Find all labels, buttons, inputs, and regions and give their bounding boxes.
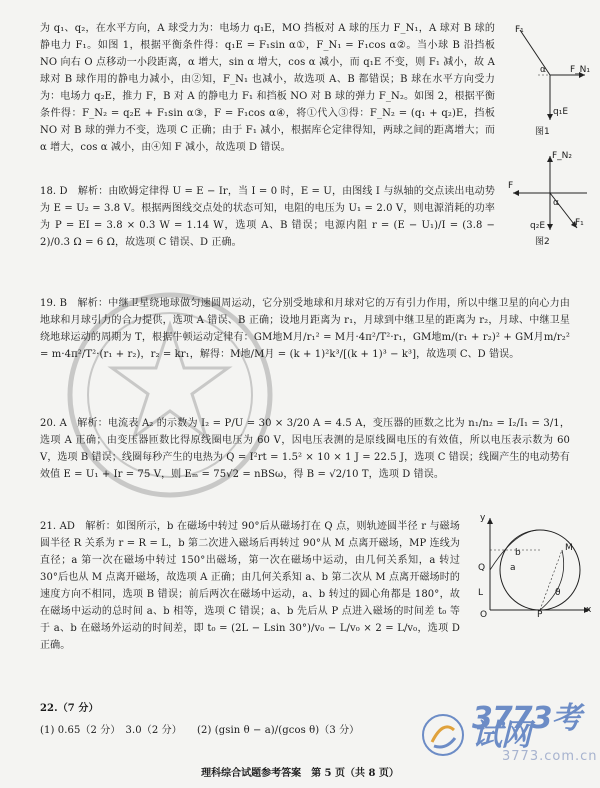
fig2-label-f: F [508, 181, 514, 191]
question-22-answers: (1) 0.65（2 分） 3.0（2 分） (2) (gsin θ − a)/(gcos θ)（3 分） [40, 725, 360, 736]
question-22-title: 22.（7 分） [40, 703, 99, 714]
fig1-label-alpha: α [540, 65, 546, 75]
figure-1-caption: 图1 [535, 127, 550, 137]
paragraph-q17-continued: 为 q₁、q₂，在水平方向，A 球受力为：电场力 q₁E，MO 挡板对 A 球的压力 F_N₁，A 球对 B 球的静电力 F₁。如图 1，根据平衡条件得：q₁E = F₁sin α①，F_N₁ = F₁cos α②。当小球 B 沿挡板 NO 向右 O 点移动一小段距离，α 增大，sin α 增大，cos α 减小，而 q₁E 不变，则 F₁ 减小，故 A 球对 B 球作用的静电力减小，由②知，F_N₁ 也减小，故选项 A、B 都错误；B 球在水平方向受力为：电场力 q₂E，推力 F，B 对 A 的静电力 F₁ 和挡板 NO 对 B 球的弹力 F_N₂。如图 2，根据平衡条件得：F_N₂ = q₂E + F₁sin α③，F = F₁cos α④，将①代入③得：F_N₂ = (q₁ + q₂)E，挡板 NO 对 B 球的弹力不变，选项 C 正确；由于 F₁ 减小，根据库仑定律得知，两球之间的距离增大；而 α 增大，cos α 减小，由④知 F 减小，故选项 D 错误。 [40, 23, 495, 153]
fig3-label-q: Q [478, 563, 486, 573]
site-watermark [420, 701, 598, 770]
fig3-label-theta: θ [555, 588, 561, 598]
fig3-label-b: b [515, 548, 521, 558]
fig2-label-fn2: F_N₂ [552, 151, 573, 161]
fig1-label-fn1: F_N₁ [570, 65, 591, 75]
fig3-label-x: x [586, 605, 592, 615]
fig3-label-y: y [480, 513, 486, 523]
fig3-label-m: M [565, 543, 573, 553]
figure-3-magnetic-field-diagram [470, 510, 595, 620]
paragraph-q19: 19. B 解析：中继卫星绕地球做匀速圆周运动，它分别受地球和月球对它的万有引力作用，所以中继卫星的向心力由地球和月球引力的合力提供，选项 A 错误、B 正确；设地月距离为 r₁，月球到中继卫星的距离为 r₂，月球、中继卫星绕地球运动的周期为 T，根据牛顿运动定律有：GM地M月/r₁² = M月·4π²/T²·r₁，GM地m/(r₁ + r₂)² + GM月m/r₂² = m·4π²/T²·(r₁ + r₂)，r₂ = kr₁，解得：M地/M月 = (k + 1)²k³/[(k + 1)³ − k³]，故选项 C、D 错误。 [40, 298, 570, 360]
fig2-label-q2e: q₂E [530, 221, 546, 231]
watermark-logo-icon [420, 712, 466, 758]
page-footer: 理科综合试题参考答案 第 5 页（共 8 页） [201, 768, 399, 779]
fig1-label-q1e: q₁E [553, 107, 569, 117]
watermark-url: 3773.com.cn [502, 749, 598, 764]
fig2-label-alpha: α [553, 198, 559, 208]
paragraph-q18: 18. D 解析：由欧姆定律得 U = E − Ir，当 I = 0 时，E = U，由图线 I 与纵轴的交点读出电动势为 E = U₂ = 3.8 V。根据两图线交点处的状态可知，电阻的电压为 U₁ = 2.0 V，则电源消耗的功率为 P = EI = 3.8 × 0.3 W = 1.14 W，选项 A、B 错误；电源内阻 r = (E − U₁)/I = (3.8 − 2)/0.3 Ω = 6 Ω，故选项 C 错误、D 正确。 [40, 186, 495, 248]
figure-2-caption: 图2 [535, 237, 550, 247]
watermark-title: 3773考试网 [472, 701, 581, 753]
fig1-label-f1: F₁ [515, 25, 524, 35]
fig3-label-a: a [510, 563, 516, 573]
fig3-label-p: P [537, 610, 543, 620]
fig2-label-f1: F₁ [575, 218, 584, 228]
paragraph-q21: 21. AD 解析：如图所示，b 在磁场中转过 90°后从磁场打在 Q 点，则轨迹圆半径 r 与磁场圆半径 R 关系为 r = R = L，b 第二次进入磁场后再转过 90°从 M 点离开磁场，MP 连线为直径；a 第一次在磁场中转过 150°出磁场，第一次在磁场中运动，由几何关系知，a 转过 30°后也从 M 点离开磁场，故选项 A 正确；由几何关系知 a、b 第二次从 M 点离开磁场时的速度方向不相同，选项 B 错误；前后两次在磁场中运动，a、b 转过的圆心角都是 180°，故在磁场中运动的总时间 a、b 相等，选项 C 错误；a、b 先后从 P 点进入磁场的时间差 t₀ 等于 a、b 在磁场外运动的时间差，即 t₀ = (2L − Lsin 30°)/v₀ − L/v₀ × 2 = L/v₀，选项 D 正确。 [40, 521, 460, 651]
paragraph-q20: 20. A 解析：电流表 A₂ 的示数为 I₂ = P/U = 30 × 3/20 A = 4.5 A，变压器的匝数之比为 n₁/n₂ = I₂/I₁ = 3/1，选项 A 正确；由变压器匝数比得原线圈电压为 60 V，因电压表测的是原线圈电压的有效值，所以电压表示数为 60 V，选项 B 错误；线圈每秒产生的电热为 Q = I²rt = 1.5² × 10 × 1 J = 22.5 J，选项 C 错误；线圈产生的电动势有效值 E = U₁ + Ir = 75 V，则 Eₘ = 75√2 = nBSω，得 B = √2/10 T，选项 D 错误。 [40, 418, 570, 480]
fig3-label-o: O [480, 610, 488, 620]
fig3-label-l: L [478, 588, 484, 598]
